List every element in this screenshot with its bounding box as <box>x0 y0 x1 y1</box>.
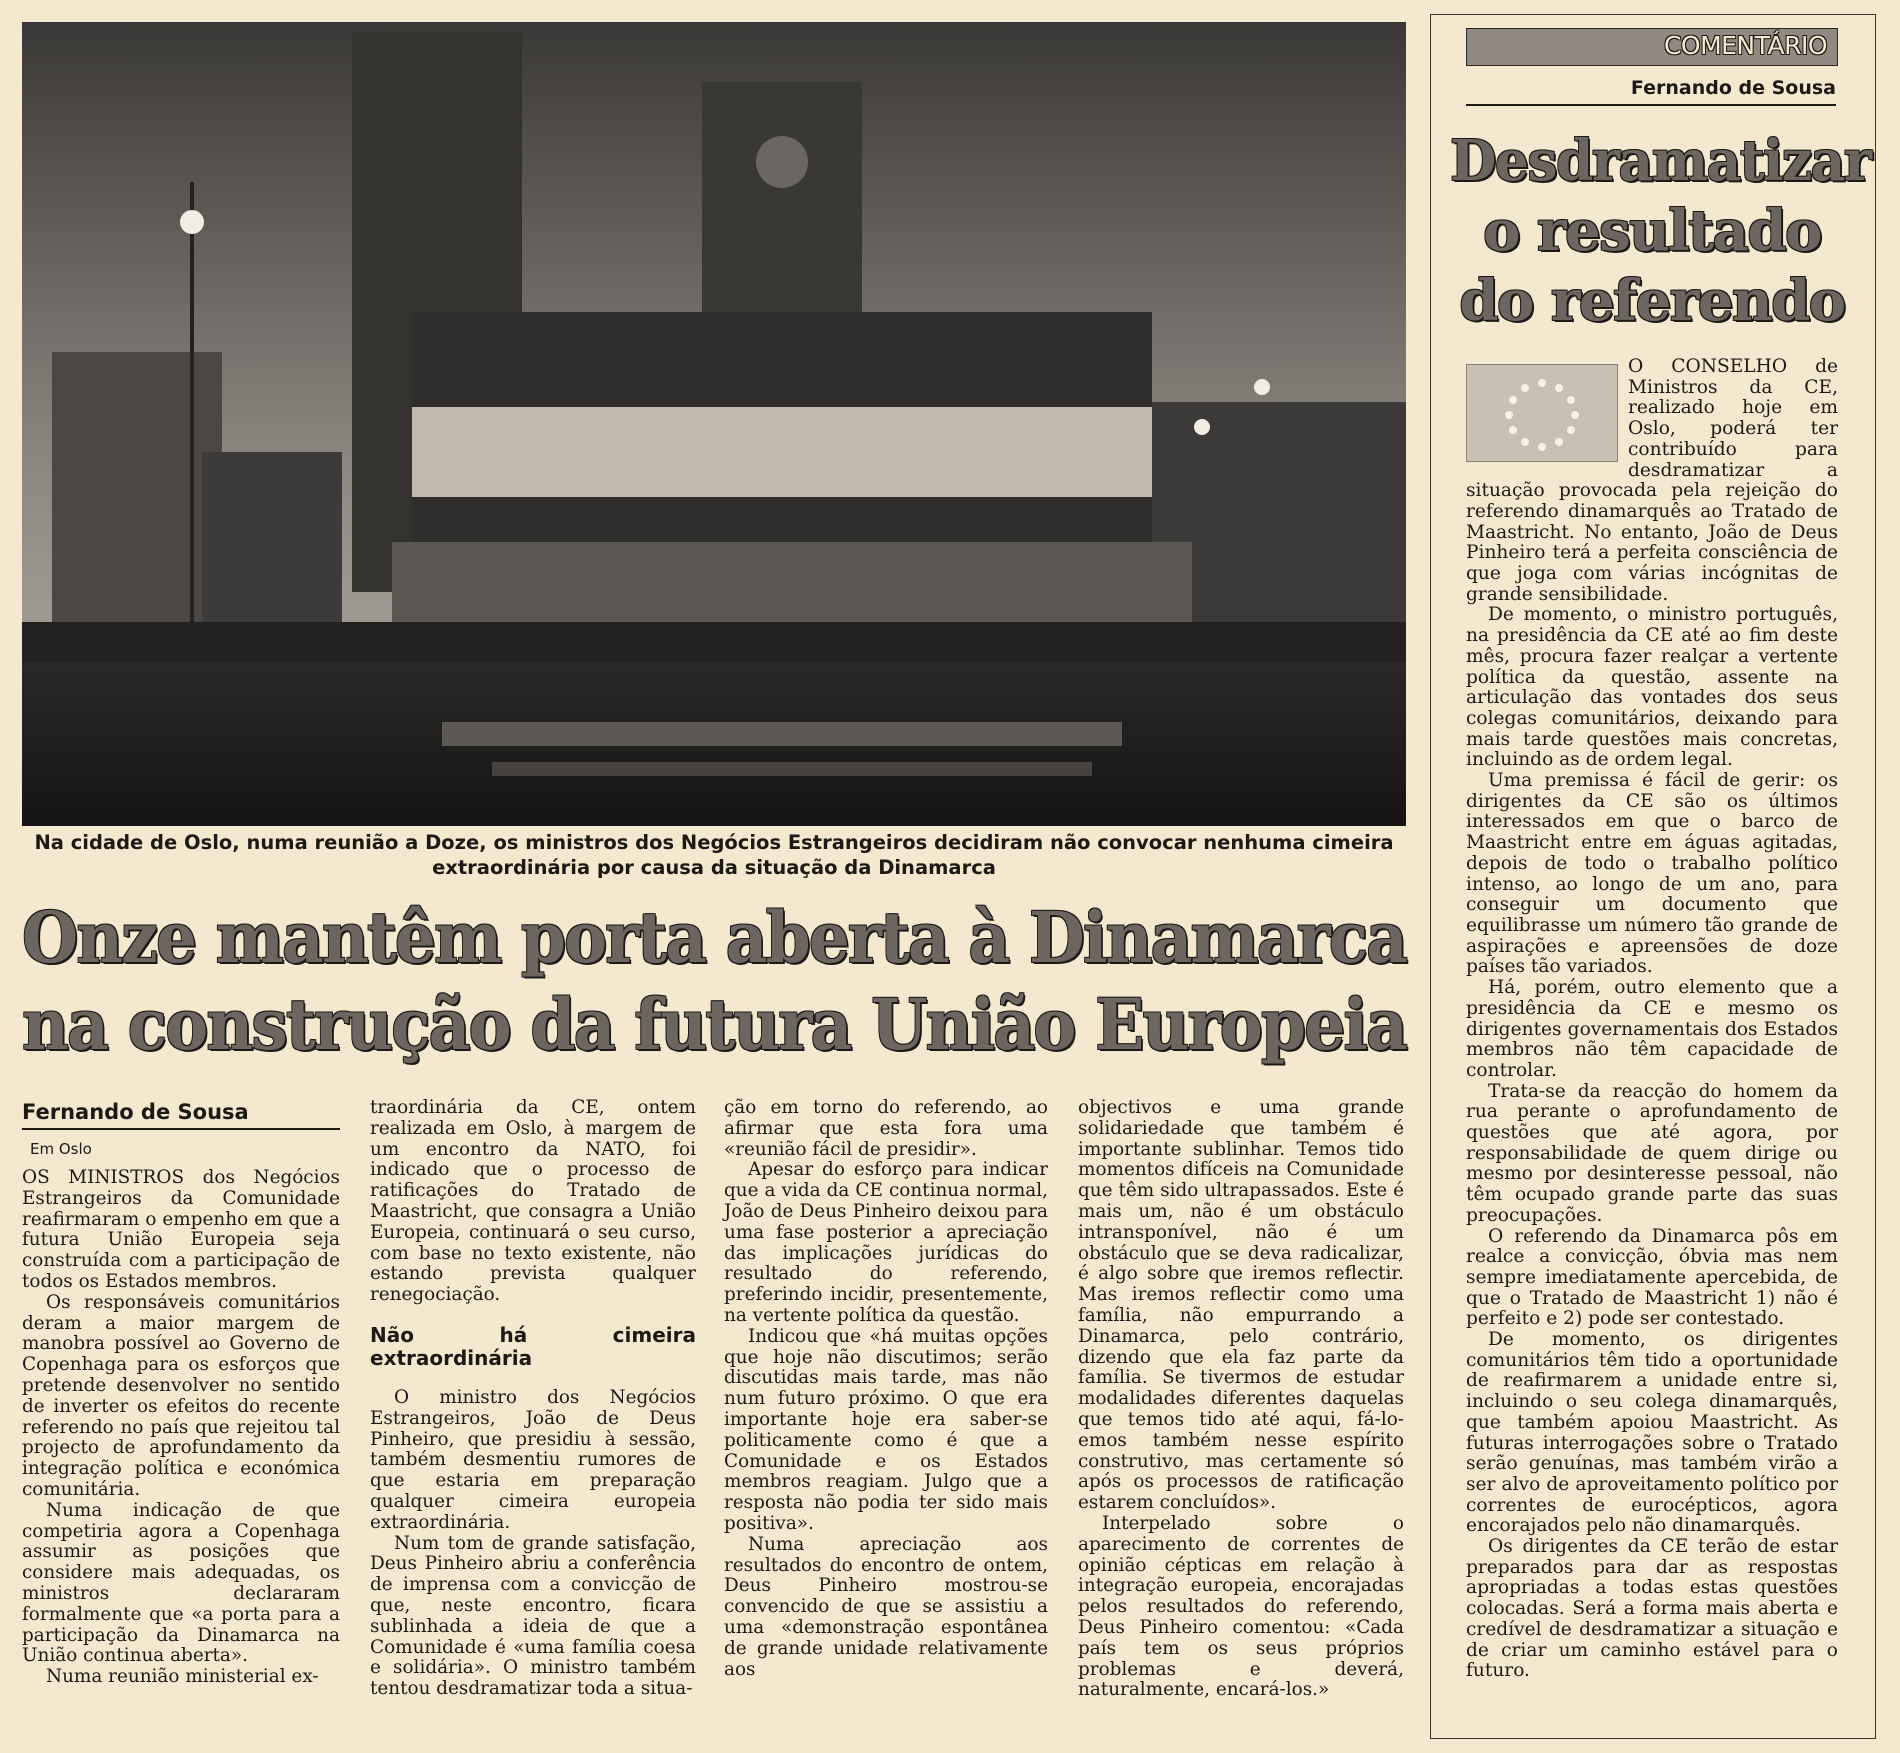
paragraph: Uma premissa é fácil de gerir: os dirigentes da CE são os últimos interessados em que o barco de Maastricht entre em águas agitadas, depois de todo o trabalho político intenso, ao longo de um ano, para conseguir um documento que equilibrasse um número tão grande de aspirações e apreensões de doze países tão variados. <box>1466 770 1838 978</box>
paragraph: Apesar do esforço para indicar que a vida da CE continua normal, João de Deus Pinheiro deixou para uma fase posterior a apreciação das implicações jurídicas do resultado do referendo, preferindo incidir, presentemente, na vertente política da questão. <box>724 1159 1048 1326</box>
paragraph: Numa indicação de que competiria agora a Copenhaga assumir as posições que considere mais adequadas, os ministros declararam formalmente que «a porta para a participação da Dinamarca na União continua aberta». <box>22 1499 340 1667</box>
paragraph: Numa apreciação aos resultados do encontro de ontem, Deus Pinheiro mostrou-se convencido de que se assistiu a uma «demonstração espontânea de grande unidade relativamente aos <box>724 1533 1048 1680</box>
commentary-headline-line: o resultado <box>1483 198 1821 264</box>
section-tag-label: COMENTÁRIO <box>1663 31 1827 60</box>
news-photo <box>22 22 1406 826</box>
section-tag <box>1466 28 1838 66</box>
paragraph: traordinária da CE, ontem realizada em Oslo, à margem de um encontro da NATO, foi indicado que o processo de ratificações do Tratado de Maastricht, que consagra a União Europeia, continuará o seu curso, com base no texto existente, não estando prevista qualquer renegociação. <box>370 1097 696 1306</box>
paragraph: O referendo da Dinamarca pôs em realce a convicção, óbvia mas nem sempre imediatamente apercebida, de que o Tratado de Maastricht 1) não é perfeito e 2) pode ser contestado. <box>1466 1225 1838 1330</box>
paragraph: Os dirigentes da CE terão de estar preparados para dar as respostas apropriadas a todas estas questões colocadas. Será a forma mais aberta e credível de desdramatizar a situação e de criar um caminho estável para o futuro. <box>1466 1536 1838 1682</box>
paragraph: Há, porém, outro elemento que a presidência da CE e mesmo os dirigentes governamentais dos Estados membros não têm capacidade de controlar. <box>1466 977 1838 1081</box>
paragraph: Os responsáveis comunitários deram a maior margem de manobra possível ao Governo de Copenhaga para os esforços que pretende desenvolver no sentido de inverter os efeitos do recente referendo no país que rejeitou tal projecto de aprofundamento da integração política e económica comunitária. <box>22 1291 340 1500</box>
commentary-rule <box>1466 104 1836 106</box>
article-byline: Fernando de Sousa <box>22 1100 249 1124</box>
paragraph: Num tom de grande satisfação, Deus Pinheiro abriu a conferência de imprensa com a convicção de que, neste encontro, ficara sublinhada a ideia de que a Comunidade é «uma família coesa e solidária». O ministro também tentou desdramatizar toda a situa- <box>370 1532 696 1700</box>
commentary-headline <box>1440 126 1871 336</box>
paragraph: objectivos e uma grande solidariedade que também é importante sublinhar. Temos tido momentos difíceis na Comunidade que têm sido ultrapassados. Este é mais um, não é um obstáculo intransponível, não é um obstáculo que se deva radicalizar, é algo sobre que iremos reflectir. Mas iremos reflectir como uma família, não empurrando a Dinamarca, pelo contrário, dizendo que ela faz parte da família. Se tivermos de estudar modalidades diferentes daquelas que temos tido até aqui, fá-lo-emos também nesse espírito construtivo, mas certamente só após os processos de ratificação estarem concluídos». <box>1078 1097 1404 1514</box>
commentary-headline-line: Desdramatizar <box>1450 128 1871 194</box>
article-column-2 <box>370 1098 696 1700</box>
commentary-text <box>1466 357 1838 1682</box>
headline-line-1: Onze mantêm porta aberta à Dinamarca <box>22 896 1407 979</box>
headline-line-2: na construção da futura União Europeia <box>22 983 1407 1066</box>
paragraph: O ministro dos Negócios Estrangeiros, João de Deus Pinheiro, que presidiu à sessão, também desmentiu rumores de que estaria em preparação qualquer cimeira europeia extraordinária. <box>370 1386 696 1533</box>
article-column-4 <box>1078 1098 1404 1701</box>
paragraph: Trata-se da reacção do homem da rua perante o aprofundamento de questões que até agora, por responsabilidade de quem dirige ou mesmo por desinteresse pessoal, não têm ocupado grande parte das suas preocupações. <box>1466 1080 1838 1226</box>
subheading: Não há cimeira extraordinária <box>370 1322 696 1370</box>
article-column-3 <box>724 1098 1048 1680</box>
photo-caption: Na cidade de Oslo, numa reunião a Doze, os ministros dos Negócios Estrangeiros decidiram não convocar nenhuma cimeira extraordinária por causa da situação da Dinamarca <box>34 831 1394 879</box>
article-column-1 <box>22 1168 340 1688</box>
commentary-headline-line: do referendo <box>1459 268 1845 334</box>
paragraph: OS MINISTROS dos Negócios Estrangeiros da Comunidade reafirmaram o empenho em que a futura União Europeia seja construída com a participação de todos os Estados membros. <box>22 1167 340 1292</box>
article-dateline: Em Oslo <box>30 1140 92 1158</box>
paragraph: Interpelado sobre o aparecimento de correntes de opinião cépticas em relação à integração europeia, encorajadas pelos resultados do referendo, Deus Pinheiro comentou: «Cada país tem os seus próprios problemas e deverá, naturalmente, encará-los.» <box>1078 1512 1404 1701</box>
paragraph: ção em torno do referendo, ao afirmar que esta fora uma «reunião fácil de presidir». <box>724 1097 1048 1160</box>
paragraph: De momento, o ministro português, na presidência da CE até ao fim deste mês, procura fazer realçar a vertente política da questão, assente na articulação das vontades dos seus colegas comunitários, deixando para mais tarde questões mais concretas, incluindo as de ordem legal. <box>1466 604 1838 771</box>
byline-rule <box>22 1128 340 1130</box>
paragraph: Indicou que «há muitas opções que hoje não discutimos; serão discutidas mais tarde, mas não num futuro próximo. O que era importante hoje era saber-se politicamente como é que a Comunidade e os Estados membros reagiam. Julgo que a resposta não podia ter sido mais positiva». <box>724 1325 1048 1534</box>
commentary-byline: Fernando de Sousa <box>1630 77 1836 99</box>
paragraph: De momento, os dirigentes comunitários têm tido a oportunidade de reafirmarem a unidade entre si, incluindo o seu colega dinamarquês, que também apoiou Maastricht. As futuras interrogações sobre o Tratado serão genuínas, mas também virão a ser alvo de aproveitamento político por correntes de eurocépticos, agora encorajados pelo não dinamarquês. <box>1466 1329 1838 1537</box>
paragraph: O CONSELHO de Ministros da CE, realizado hoje em Oslo, poderá ter contribuído para desdramatizar a situação provocada pela rejeição do referendo dinamarquês ao Tratado de Maastricht. No entanto, João de Deus Pinheiro terá a perfeita consciência de que joga com várias incógnitas de grande sensibilidade. <box>1466 356 1838 605</box>
oslo-city-hall-illustration <box>22 22 1406 826</box>
paragraph: Numa reunião ministerial ex- <box>46 1666 319 1688</box>
